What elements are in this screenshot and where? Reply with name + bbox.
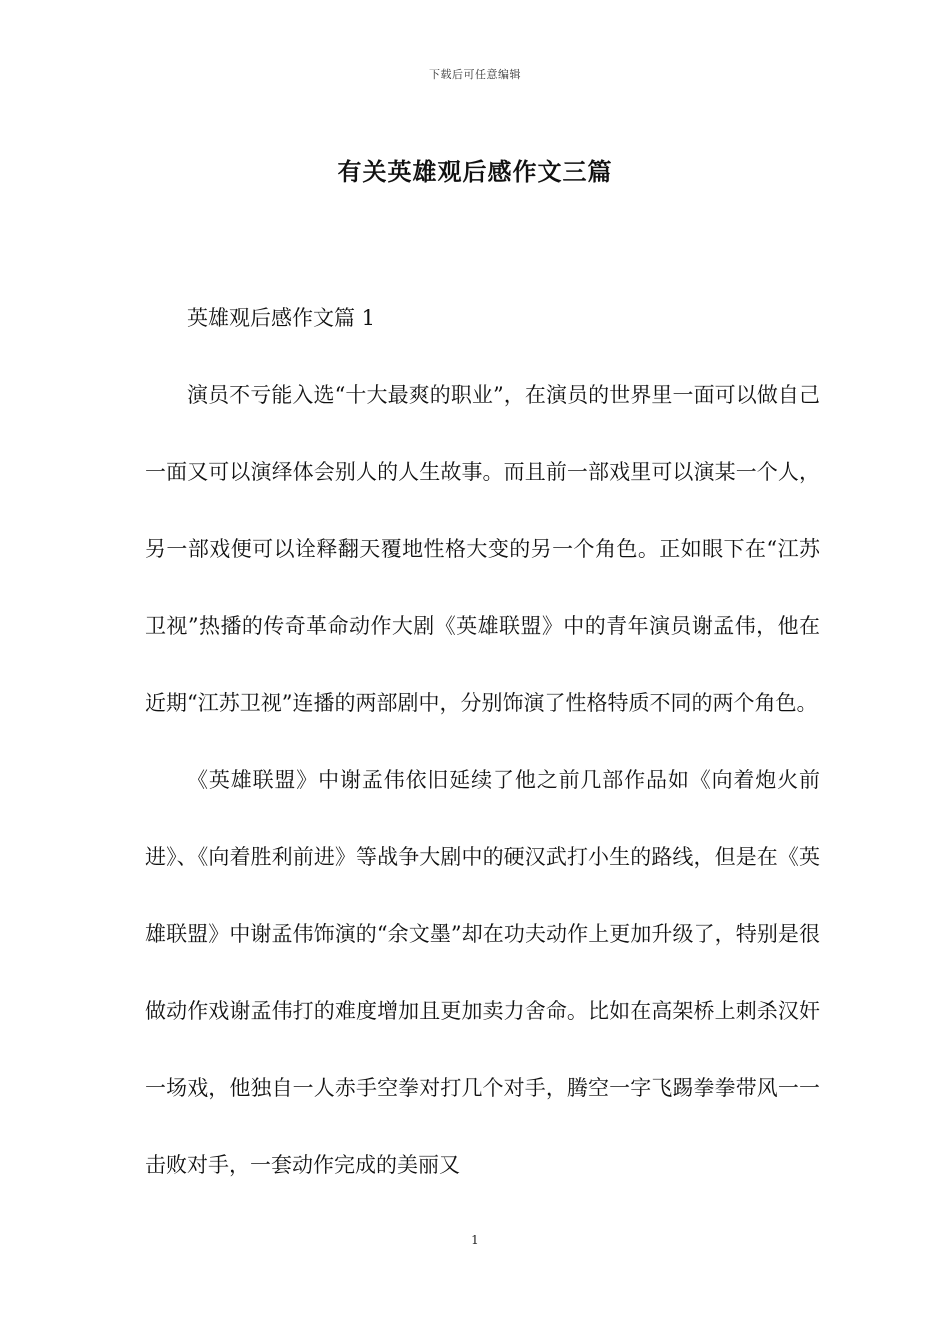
section-heading: 英雄观后感作文篇 1 [187,306,376,330]
page-number: 1 [471,1233,479,1247]
document-title: 有关英雄观后感作文三篇 [337,157,613,186]
paragraph-2: 《英雄联盟》中谢孟伟依旧延续了他之前几部作品如《向着炮火前进》、《向着胜利前进》等战争大剧中的硬汉武打小生的路线，但是在《英雄联盟》中谢孟伟饰演的“余文墨”却在功夫动作上更加升级了，特别是很做动作戏谢孟伟打的难度增加且更加卖力舍命。比如在高架桥上刺杀汉奸一场戏，他独自一人赤手空拳对打几个对手，腾空一字飞踢拳拳带风一一击败对手，一套动作完成的美丽又 [145,768,820,1177]
header-note: 下载后可任意编辑 [429,68,521,81]
document-body [145,280,820,1204]
paragraph-1: 演员不亏能入选“十大最爽的职业”，在演员的世界里一面可以做自己一面又可以演绎体会别人的人生故事。而且前一部戏里可以演某一个人，另一部戏便可以诠释翻天覆地性格大变的另一个角色。正如眼下在“江苏卫视”热播的传奇革命动作大剧《英雄联盟》中的青年演员谢孟伟，他在近期“江苏卫视”连播的两部剧中，分别饰演了性格特质不同的两个角色。 [145,383,820,715]
